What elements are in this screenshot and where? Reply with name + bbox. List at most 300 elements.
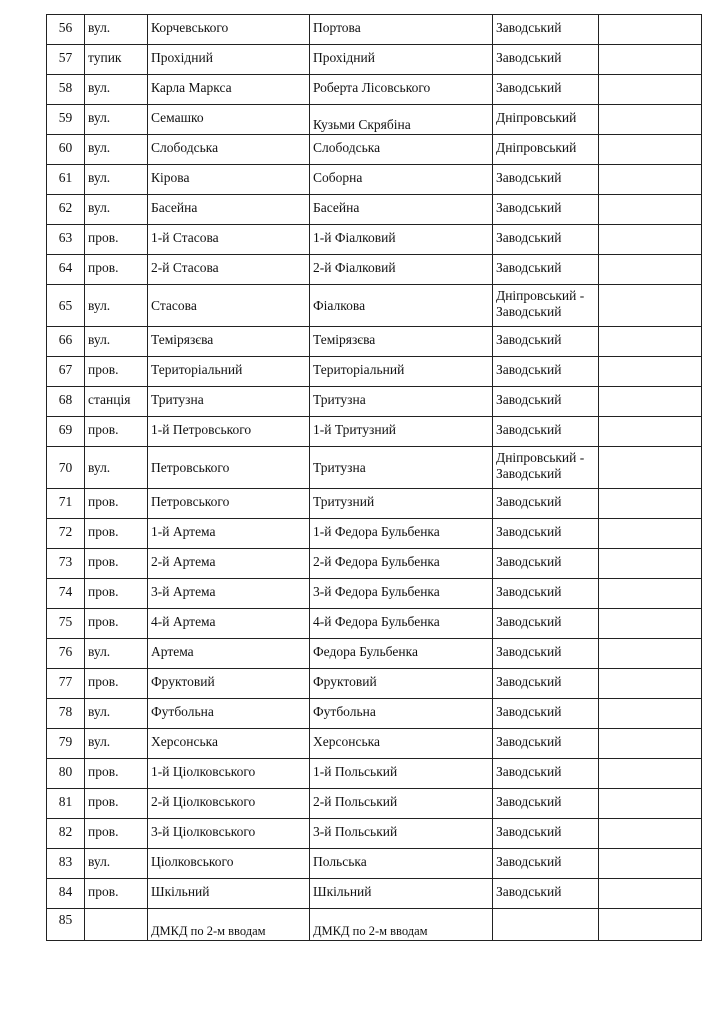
old-name-cell [148, 135, 310, 165]
new-name-cell [310, 357, 493, 387]
new-name-cell [310, 759, 493, 789]
row-number: 64 [58, 260, 73, 275]
old-name: Шкільний [151, 884, 210, 899]
new-name: Польська [313, 854, 367, 869]
new-name: Темірязєва [313, 332, 376, 347]
row-number: 74 [58, 584, 73, 599]
street-type: станція [88, 392, 131, 407]
empty-cell [599, 519, 702, 549]
new-name: Портова [313, 20, 361, 35]
row-number-cell [47, 45, 85, 75]
street-type: вул. [88, 200, 111, 215]
row-number-cell [47, 669, 85, 699]
table-row [47, 255, 702, 285]
row-number-cell [47, 519, 85, 549]
empty-cell [599, 699, 702, 729]
new-name: Футбольна [313, 704, 376, 719]
empty-cell [599, 819, 702, 849]
row-number: 67 [58, 362, 73, 377]
district: Заводський [496, 20, 562, 35]
district-cell [493, 105, 599, 135]
district: Дніпровський [496, 110, 577, 125]
row-number: 62 [58, 200, 73, 215]
district-cell [493, 327, 599, 357]
new-name: Басейна [313, 200, 360, 215]
new-name: Тритузна [313, 392, 366, 407]
old-name: Херсонська [151, 734, 218, 749]
old-name: Стасова [151, 298, 197, 313]
old-name: Басейна [151, 200, 198, 215]
old-name: Слободська [151, 140, 219, 155]
empty-cell [599, 75, 702, 105]
street-type-cell [85, 879, 148, 909]
district-cell [493, 579, 599, 609]
table-row [47, 357, 702, 387]
street-type: вул. [88, 298, 111, 313]
old-name: 1-й Стасова [151, 230, 219, 245]
street-type: пров. [88, 584, 119, 599]
table-row [47, 195, 702, 225]
empty-cell [599, 327, 702, 357]
street-type: вул. [88, 460, 111, 475]
district-cell [493, 729, 599, 759]
new-name-cell [310, 639, 493, 669]
old-name-cell [148, 327, 310, 357]
street-type-cell [85, 849, 148, 879]
street-type: пров. [88, 362, 119, 377]
row-number-cell [47, 549, 85, 579]
new-name-cell [310, 135, 493, 165]
new-name-cell [310, 789, 493, 819]
street-type: пров. [88, 494, 119, 509]
street-type-cell [85, 357, 148, 387]
empty-cell [599, 105, 702, 135]
row-number: 73 [58, 554, 73, 569]
district: Заводський [496, 170, 562, 185]
old-name-cell [148, 639, 310, 669]
district-cell [493, 849, 599, 879]
table-row [47, 759, 702, 789]
row-number: 56 [58, 20, 73, 35]
old-name: Прохідний [151, 50, 213, 65]
table-row [47, 15, 702, 45]
new-name-cell [310, 285, 493, 327]
old-name-cell [148, 15, 310, 45]
row-number-cell [47, 639, 85, 669]
district-cell [493, 699, 599, 729]
old-name-cell [148, 549, 310, 579]
table-row [47, 699, 702, 729]
street-type: тупик [88, 50, 122, 65]
new-name: Територіальний [313, 362, 405, 377]
row-number-cell [47, 819, 85, 849]
old-name: ДМКД по 2-м вводам [151, 924, 266, 938]
district-cell [493, 135, 599, 165]
district: Дніпровський - Заводський [496, 288, 585, 319]
old-name-cell [148, 357, 310, 387]
table-row [47, 909, 702, 941]
row-number-cell [47, 357, 85, 387]
row-number-cell [47, 489, 85, 519]
old-name-cell [148, 609, 310, 639]
new-name: 4-й Федора Бульбенка [313, 614, 440, 629]
new-name-cell [310, 489, 493, 519]
new-name: Тритузний [313, 494, 375, 509]
row-number-cell [47, 609, 85, 639]
old-name-cell [148, 879, 310, 909]
district: Заводський [496, 734, 562, 749]
old-name-cell [148, 105, 310, 135]
new-name: ДМКД по 2-м вводам [313, 924, 428, 938]
new-name: 3-й Польський [313, 824, 398, 839]
old-name-cell [148, 519, 310, 549]
empty-cell [599, 195, 702, 225]
new-name: Шкільний [313, 884, 372, 899]
district: Заводський [496, 200, 562, 215]
empty-cell [599, 447, 702, 489]
new-name-cell [310, 327, 493, 357]
new-name: Соборна [313, 170, 363, 185]
district-cell [493, 45, 599, 75]
old-name-cell [148, 195, 310, 225]
street-type: пров. [88, 614, 119, 629]
row-number-cell [47, 255, 85, 285]
old-name-cell [148, 285, 310, 327]
empty-cell [599, 909, 702, 941]
old-name-cell [148, 699, 310, 729]
district-cell [493, 759, 599, 789]
old-name: Фруктовий [151, 674, 215, 689]
empty-cell [599, 879, 702, 909]
old-name: 3-й Ціолковського [151, 824, 256, 839]
row-number-cell [47, 759, 85, 789]
street-type: пров. [88, 554, 119, 569]
row-number: 82 [58, 824, 73, 839]
street-type: вул. [88, 20, 111, 35]
new-name: Херсонська [313, 734, 380, 749]
table-row [47, 489, 702, 519]
street-type-cell [85, 225, 148, 255]
table-row [47, 447, 702, 489]
old-name: 2-й Ціолковського [151, 794, 256, 809]
table-row [47, 669, 702, 699]
street-type-cell [85, 549, 148, 579]
district: Заводський [496, 260, 562, 275]
table-row [47, 285, 702, 327]
row-number-cell [47, 15, 85, 45]
new-name: 1-й Тритузний [313, 422, 397, 437]
street-type-cell [85, 489, 148, 519]
old-name-cell [148, 165, 310, 195]
street-type: вул. [88, 704, 111, 719]
street-type: вул. [88, 332, 111, 347]
old-name: 4-й Артема [151, 614, 216, 629]
empty-cell [599, 285, 702, 327]
street-type-cell [85, 639, 148, 669]
district: Заводський [496, 704, 562, 719]
district [496, 909, 595, 914]
table-row [47, 135, 702, 165]
new-name: 2-й Фіалковий [313, 260, 396, 275]
district: Дніпровський [496, 140, 577, 155]
empty-cell [599, 549, 702, 579]
empty-cell [599, 759, 702, 789]
empty-cell [599, 579, 702, 609]
row-number-cell [47, 447, 85, 489]
row-number: 72 [58, 524, 73, 539]
row-number-cell [47, 417, 85, 447]
old-name: Футбольна [151, 704, 214, 719]
district-cell [493, 549, 599, 579]
table-row [47, 45, 702, 75]
row-number-cell [47, 327, 85, 357]
new-name-cell [310, 447, 493, 489]
district-cell [493, 15, 599, 45]
new-name-cell [310, 669, 493, 699]
row-number: 77 [58, 674, 73, 689]
old-name-cell [148, 789, 310, 819]
street-type-cell [85, 15, 148, 45]
district-cell [493, 447, 599, 489]
old-name: 1-й Петровського [151, 422, 252, 437]
empty-cell [599, 255, 702, 285]
street-type: пров. [88, 884, 119, 899]
district: Заводський [496, 584, 562, 599]
row-number: 84 [58, 884, 73, 899]
street-type-cell [85, 255, 148, 285]
new-name: Кузьми Скрябіна [313, 117, 411, 132]
street-type-cell [85, 417, 148, 447]
district-cell [493, 639, 599, 669]
row-number: 65 [58, 298, 73, 313]
new-name-cell [310, 729, 493, 759]
district-cell [493, 489, 599, 519]
old-name-cell [148, 75, 310, 105]
street-type-cell [85, 75, 148, 105]
new-name-cell [310, 579, 493, 609]
old-name-cell [148, 417, 310, 447]
table-row [47, 639, 702, 669]
new-name: 1-й Федора Бульбенка [313, 524, 440, 539]
row-number: 71 [58, 494, 73, 509]
row-number: 61 [58, 170, 73, 185]
row-number: 58 [58, 80, 73, 95]
district: Заводський [496, 644, 562, 659]
street-type: вул. [88, 734, 111, 749]
new-name: 2-й Федора Бульбенка [313, 554, 440, 569]
district: Заводський [496, 674, 562, 689]
table-row [47, 609, 702, 639]
row-number: 70 [58, 460, 73, 475]
table-row [47, 729, 702, 759]
district: Заводський [496, 80, 562, 95]
new-name-cell [310, 609, 493, 639]
street-type: пров. [88, 794, 119, 809]
new-name: Прохідний [313, 50, 375, 65]
row-number-cell [47, 789, 85, 819]
district-cell [493, 417, 599, 447]
street-type-cell [85, 195, 148, 225]
street-type-cell [85, 579, 148, 609]
row-number: 69 [58, 422, 73, 437]
district-cell [493, 75, 599, 105]
district-cell [493, 609, 599, 639]
street-type-cell [85, 669, 148, 699]
new-name: 1-й Фіалковий [313, 230, 396, 245]
street-type [88, 909, 144, 914]
street-type-cell [85, 729, 148, 759]
row-number-cell [47, 579, 85, 609]
district: Заводський [496, 614, 562, 629]
district: Заводський [496, 332, 562, 347]
empty-cell [599, 165, 702, 195]
district-cell [493, 255, 599, 285]
street-type-cell [85, 327, 148, 357]
empty-cell [599, 729, 702, 759]
new-name-cell [310, 549, 493, 579]
row-number: 76 [58, 644, 73, 659]
table-body [47, 15, 702, 941]
old-name-cell [148, 909, 310, 941]
old-name-cell [148, 225, 310, 255]
new-name-cell [310, 519, 493, 549]
district-cell [493, 789, 599, 819]
table-row [47, 225, 702, 255]
new-name-cell [310, 255, 493, 285]
district: Заводський [496, 362, 562, 377]
street-type: вул. [88, 140, 111, 155]
street-type-cell [85, 165, 148, 195]
new-name-cell [310, 165, 493, 195]
row-number-cell [47, 135, 85, 165]
table-row [47, 327, 702, 357]
district-cell [493, 819, 599, 849]
row-number: 78 [58, 704, 73, 719]
old-name-cell [148, 489, 310, 519]
district: Заводський [496, 764, 562, 779]
table-row [47, 579, 702, 609]
table-row [47, 819, 702, 849]
street-type-cell [85, 387, 148, 417]
empty-cell [599, 135, 702, 165]
old-name: Петровського [151, 460, 230, 475]
street-type: вул. [88, 110, 111, 125]
district: Заводський [496, 524, 562, 539]
street-type: пров. [88, 674, 119, 689]
street-type-cell [85, 519, 148, 549]
street-type-cell [85, 759, 148, 789]
new-name-cell [310, 195, 493, 225]
row-number: 83 [58, 854, 73, 869]
district: Заводський [496, 230, 562, 245]
street-type: вул. [88, 644, 111, 659]
empty-cell [599, 489, 702, 519]
street-type-cell [85, 909, 148, 941]
district-cell [493, 225, 599, 255]
street-type-cell [85, 105, 148, 135]
district-cell [493, 195, 599, 225]
new-name-cell [310, 699, 493, 729]
new-name-cell [310, 417, 493, 447]
old-name: 2-й Артема [151, 554, 216, 569]
new-name-cell [310, 387, 493, 417]
new-name: Федора Бульбенка [313, 644, 418, 659]
old-name-cell [148, 819, 310, 849]
table-row [47, 75, 702, 105]
row-number: 81 [58, 794, 73, 809]
street-type: пров. [88, 524, 119, 539]
old-name-cell [148, 45, 310, 75]
old-name: Карла Маркса [151, 80, 232, 95]
row-number-cell [47, 225, 85, 255]
old-name-cell [148, 255, 310, 285]
street-type-cell [85, 447, 148, 489]
old-name: 3-й Артема [151, 584, 216, 599]
district-cell [493, 165, 599, 195]
old-name-cell [148, 447, 310, 489]
street-type: пров. [88, 230, 119, 245]
old-name: 1-й Артема [151, 524, 216, 539]
district-cell [493, 387, 599, 417]
row-number-cell [47, 75, 85, 105]
table-row [47, 789, 702, 819]
district: Заводський [496, 824, 562, 839]
empty-cell [599, 417, 702, 447]
district: Заводський [496, 854, 562, 869]
new-name: Слободська [313, 140, 381, 155]
street-type: вул. [88, 854, 111, 869]
new-name: 1-й Польський [313, 764, 398, 779]
new-name-cell [310, 879, 493, 909]
table-row [47, 549, 702, 579]
street-type-cell [85, 819, 148, 849]
street-type-cell [85, 285, 148, 327]
table-row [47, 165, 702, 195]
district-cell [493, 357, 599, 387]
empty-cell [599, 357, 702, 387]
street-type: пров. [88, 824, 119, 839]
district: Заводський [496, 554, 562, 569]
new-name-cell [310, 909, 493, 941]
new-name-cell [310, 819, 493, 849]
table-row [47, 879, 702, 909]
old-name: Кірова [151, 170, 190, 185]
district: Заводський [496, 794, 562, 809]
old-name: Ціолковського [151, 854, 234, 869]
row-number: 63 [58, 230, 73, 245]
empty-cell [599, 669, 702, 699]
street-type: вул. [88, 170, 111, 185]
old-name: Петровського [151, 494, 230, 509]
row-number: 66 [58, 332, 73, 347]
new-name: 2-й Польський [313, 794, 398, 809]
empty-cell [599, 789, 702, 819]
table-row [47, 105, 702, 135]
street-type-cell [85, 789, 148, 819]
district: Заводський [496, 494, 562, 509]
street-type-cell [85, 135, 148, 165]
old-name: Артема [151, 644, 194, 659]
new-name: 3-й Федора Бульбенка [313, 584, 440, 599]
district: Заводський [496, 422, 562, 437]
old-name-cell [148, 849, 310, 879]
street-renaming-table [46, 14, 702, 941]
row-number-cell [47, 699, 85, 729]
street-type: пров. [88, 260, 119, 275]
new-name: Фіалкова [313, 298, 366, 313]
row-number: 60 [58, 140, 73, 155]
district: Заводський [496, 392, 562, 407]
